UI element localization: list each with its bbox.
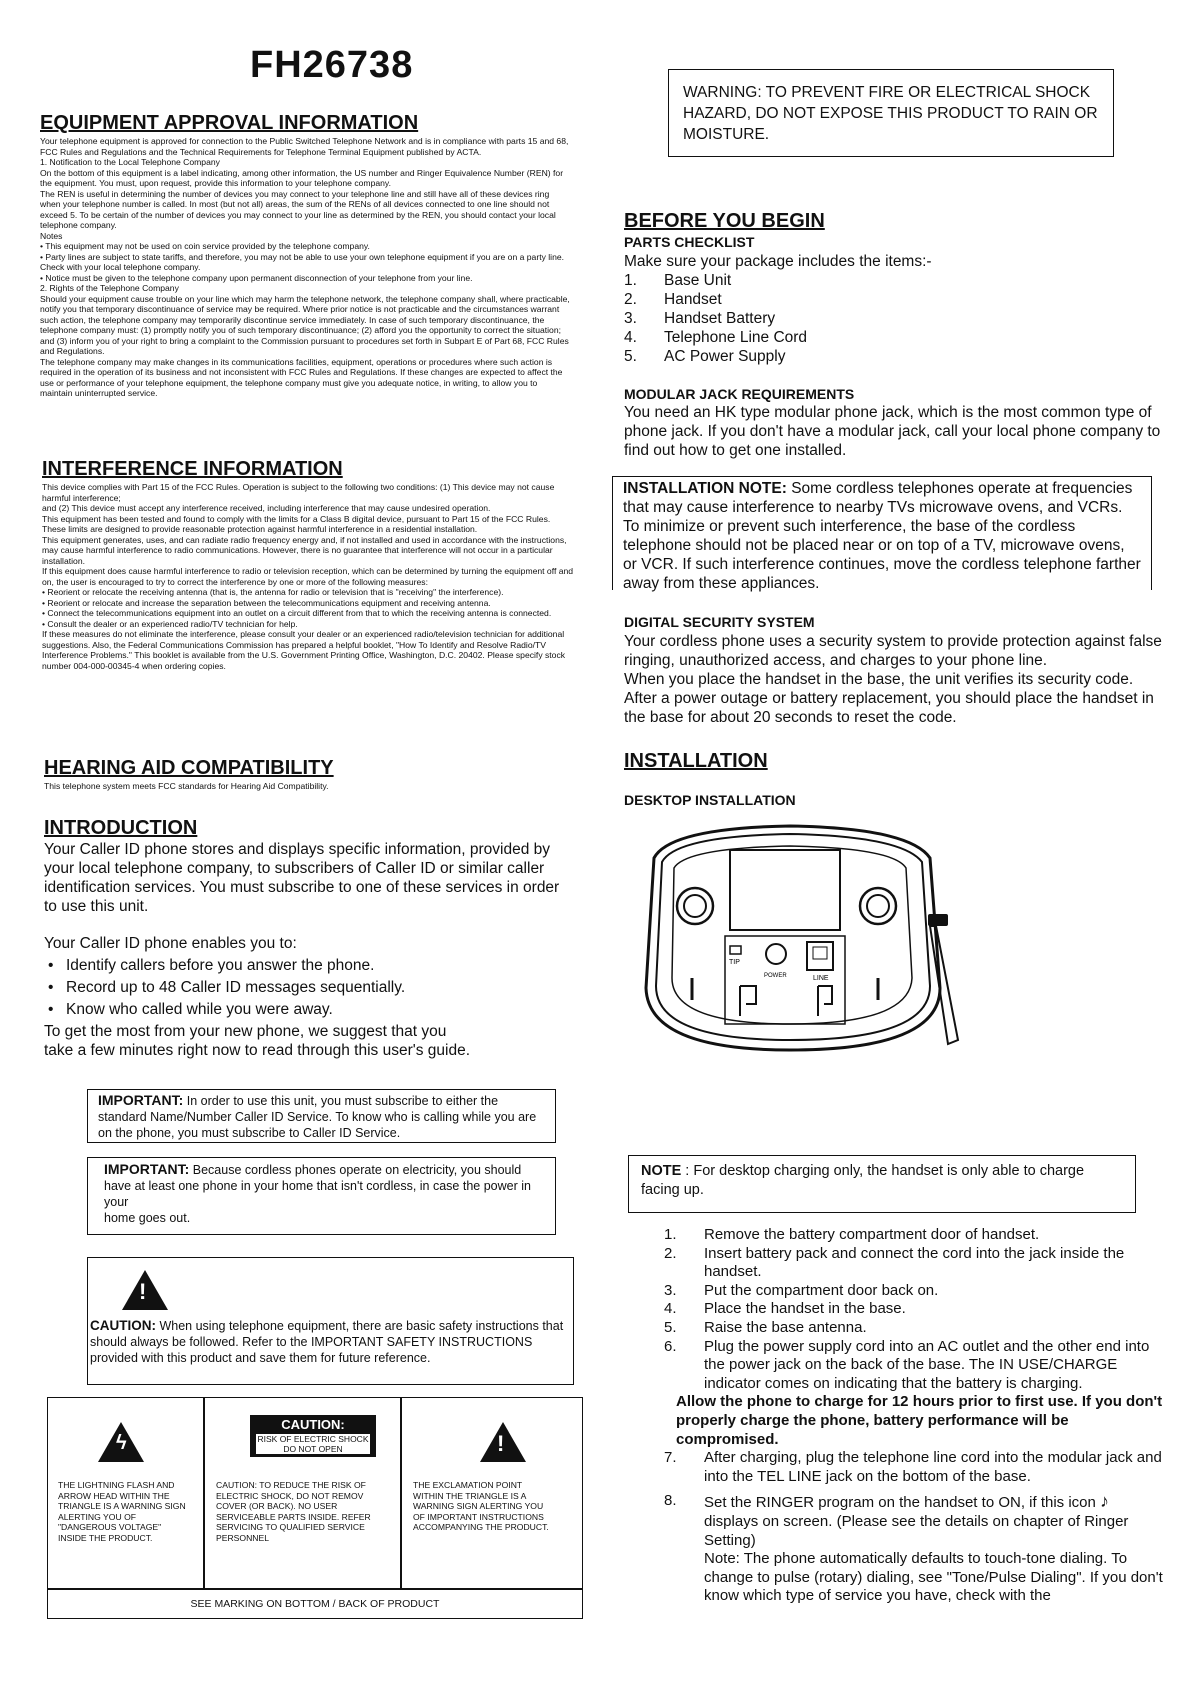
list-item bbox=[624, 290, 1144, 309]
item-number: 4. bbox=[624, 329, 637, 346]
parts-intro: Make sure your package includes the items:- bbox=[624, 253, 932, 270]
list-item bbox=[624, 328, 1144, 347]
desktop-installation-title: DESKTOP INSTALLATION bbox=[624, 792, 796, 808]
item-text: Handset bbox=[664, 291, 722, 308]
paragraph: This equipment has been tested and found to comply with the limits for a Class B digital device, pursuant to Part 15 of the FCC Rules. These limits are designed to provide reasonable protection against harmful interference in a residential installation. bbox=[42, 513, 551, 534]
introduction-body bbox=[44, 840, 574, 1060]
step-number: 5. bbox=[664, 1318, 677, 1336]
paragraph: • Party lines are subject to state tariffs, and therefore, you may not be able to use your own telephone equipment if you are on a party line. Check with your local telephone company. bbox=[40, 251, 565, 272]
paragraph: 2. Rights of the Telephone Company bbox=[40, 283, 179, 293]
hearing-title: HEARING AID COMPATIBILITY bbox=[44, 757, 334, 779]
step-text: displays on screen. (Please see the details on chapter of Ringer Setting) bbox=[704, 1512, 1129, 1549]
paragraph: On the bottom of this equipment is a label indicating, among other information, the US number and Ringer Equivalence Number (REN) for the equipment. You must, upon request, provide this information to your telephone company. bbox=[40, 167, 564, 188]
caution-label: CAUTION: bbox=[90, 1318, 156, 1333]
important-box-1 bbox=[87, 1089, 556, 1143]
list-item bbox=[624, 271, 1144, 290]
security-paragraph: When you place the handset in the base, the unit verifies its security code. After a power outage or battery replacement, you should place the handset in the base for about 20 seconds to reset the code. bbox=[624, 671, 1154, 726]
item-text: Base Unit bbox=[664, 272, 732, 289]
exclamation-description: THE EXCLAMATION POINT WITHIN THE TRIANGLE IS A WARNING SIGN ALERTING YOU OF IMPORTANT INSTRUCTIONS ACCOMPANYING THE PRODUCT. bbox=[413, 1480, 549, 1532]
caution-badge bbox=[250, 1415, 376, 1457]
important-text: Because cordless phones operate on electricity, you should have at least one phone in your home that isn't cordless, in case the power in your bbox=[104, 1163, 531, 1209]
security-paragraph: Your cordless phone uses a security system to provide protection against false ringing, unauthorized access, and charges to your phone line. bbox=[624, 633, 1162, 669]
interference-text bbox=[42, 482, 574, 671]
paragraph: Should your equipment cause trouble on your line which may harm the telephone network, the telephone company shall, where practicable, notify you that temporary discontinuance of service may be required. Where prior notice is not practicable and the circumstances warrant such action, the telephone company may temporarily discontinue service immediately. In case of such temporary discontinuance, the telephone company must: (1) promptly notify you of such temporary discontinuance; (2) afford you the opportunity to correct the situation; and (3) inform you of your right to bring a complaint to the Commission pursuant to procedures set forth in Subpart E of Part 68, FCC Rules and Regulations. bbox=[40, 293, 570, 356]
list-item: • Record up to 48 Caller ID messages sequentially. bbox=[44, 978, 574, 997]
warning-triangle-icon: ! bbox=[122, 1270, 168, 1310]
badge-line: RISK OF ELECTRIC SHOCK bbox=[257, 1434, 369, 1444]
item-number: 3. bbox=[624, 310, 637, 327]
important-label: IMPORTANT: bbox=[98, 1092, 184, 1108]
step-text: After charging, plug the telephone line cord into the modular jack and into the TEL LINE jack on the bottom of the base. bbox=[704, 1449, 1162, 1485]
important-text: home goes out. bbox=[104, 1211, 191, 1225]
step-text: Plug the power supply cord into an AC outlet and the other end into the power jack on the back of the base. The IN USE/CHARGE indicator comes on indicating that the battery is charging. bbox=[704, 1337, 1150, 1392]
tip-label: TIP bbox=[729, 959, 740, 966]
item-text: Telephone Line Cord bbox=[664, 329, 808, 346]
list-item bbox=[664, 1492, 1164, 1550]
hearing-text: This telephone system meets FCC standards for Hearing Aid Compatibility. bbox=[44, 781, 329, 791]
paragraph: The telephone company may make changes in its communications facilities, equipment, operations or procedures where such action is required in the operation of its business and not inconsistent with FCC Rules and Regulations. If these changes are expected to affect the use or performance of your telephone equipment, the telephone company must give you adequate notice, in writing, to allow you to maintain uninterrupted service. bbox=[40, 356, 563, 398]
charge-warning: Allow the phone to charge for 12 hours prior to first use. If you don't properly charge the phone, battery performance will be compromised. bbox=[676, 1393, 1163, 1448]
list-item bbox=[624, 309, 1144, 328]
modular-title: MODULAR JACK REQUIREMENTS bbox=[624, 386, 855, 402]
caution-badge-sub bbox=[256, 1434, 370, 1454]
step-text: Place the handset in the base. bbox=[704, 1300, 906, 1318]
list-item bbox=[664, 1319, 1164, 1338]
paragraph: If these measures do not eliminate the interference, please consult your dealer or an experienced radio/television technician for additional suggestions. Also, the Federal Communications Commission has prepared a helpful booklet, "How To Identify and Resolve Radio/TV Interference Problems." This booklet is available from the U.S. Government Printing Office, Washington, D.C. 20402. Please specify stock number 004-000-00345-4 when ordering copies. bbox=[42, 629, 566, 671]
intro-bullets bbox=[44, 956, 574, 1019]
line-label: LINE bbox=[813, 975, 829, 982]
model-number: FH26738 bbox=[250, 44, 414, 86]
caution-note-box bbox=[87, 1257, 574, 1385]
paragraph: This device complies with Part 15 of the FCC Rules. Operation is subject to the following two conditions: (1) This device may not cause harmful interference; bbox=[42, 482, 555, 503]
step-number: 6. bbox=[664, 1337, 677, 1355]
installation-steps bbox=[664, 1226, 1164, 1606]
paragraph: The REN is useful in determining the number of devices you may connect to your telephone line and still have all of these devices ring when your telephone number is called. In most (but not all) areas, the sum of the RENs of all devices connected to one line should not exceed 5. To be certain of the number of devices you may connect to your line as determined by the REN, you should contact your local telephone company. bbox=[40, 188, 556, 230]
list-item bbox=[664, 1226, 1164, 1245]
step-number: 2. bbox=[664, 1244, 677, 1262]
dialing-note: Note: The phone automatically defaults to touch-tone dialing. To change to pulse (rotary) dialing, see "Tone/Pulse Dialing". If you don't know which type of service you have, check with the bbox=[704, 1550, 1163, 1605]
step-text: Put the compartment door back on. bbox=[704, 1281, 939, 1299]
equipment-title: EQUIPMENT APPROVAL INFORMATION bbox=[40, 112, 419, 134]
note-text: : For desktop charging only, the handset is only able to charge facing up. bbox=[641, 1163, 1085, 1198]
before-title: BEFORE YOU BEGIN bbox=[624, 210, 825, 232]
base-unit-diagram bbox=[640, 818, 970, 1058]
introduction-title: INTRODUCTION bbox=[44, 817, 198, 839]
important-label: IMPORTANT: bbox=[104, 1161, 190, 1177]
intro-paragraph: Your Caller ID phone stores and displays specific information, provided by your local telephone company, to subscribers of Caller ID or similar caller identification services. You must subscribe to one of these services in order to use this unit. bbox=[44, 841, 560, 915]
caution-footer: SEE MARKING ON BOTTOM / BACK OF PRODUCT bbox=[190, 1598, 440, 1610]
equipment-text bbox=[40, 136, 572, 399]
item-text: Handset Battery bbox=[664, 310, 776, 327]
list-item: • Know who called while you were away. bbox=[44, 1000, 574, 1019]
list-item bbox=[664, 1449, 1164, 1486]
paragraph: • This equipment may not be used on coin service provided by the telephone company. bbox=[40, 241, 370, 251]
list-item: • Identify callers before you answer the phone. bbox=[44, 956, 574, 975]
interference-title: INTERFERENCE INFORMATION bbox=[42, 458, 343, 480]
power-label: POWER bbox=[764, 973, 787, 979]
paragraph: • Notice must be given to the telephone company upon permanent disconnection of your telephone from your line. bbox=[40, 272, 473, 283]
modular-text: You need an HK type modular phone jack, which is the most common type of phone jack. If you don't have a modular jack, call your local phone company to find out how to get one installed. bbox=[624, 404, 1161, 459]
list-item bbox=[664, 1338, 1164, 1394]
step-text: Raise the base antenna. bbox=[704, 1318, 867, 1336]
paragraph: This equipment generates, uses, and can radiate radio frequency energy and, if not installed and used in accordance with the instructions, may cause harmful interference to radio communications. However, there is no guarantee that interference will not occur in a particular installation. bbox=[42, 534, 567, 566]
warning-box: WARNING: TO PREVENT FIRE OR ELECTRICAL SHOCK HAZARD, DO NOT EXPOSE THIS PRODUCT TO RAIN OR MOISTURE. bbox=[668, 69, 1114, 157]
important-box-2 bbox=[87, 1157, 556, 1235]
lightning-triangle-icon: ϟ bbox=[98, 1422, 144, 1462]
exclamation-triangle-icon: ! bbox=[480, 1422, 526, 1462]
paragraph: If this equipment does cause harmful interference to radio or television reception, which can be determined by turning the equipment off and on, the user is encouraged to try to correct the interference by one or more of the following measures: bbox=[42, 566, 574, 587]
step-number: 1. bbox=[664, 1226, 677, 1243]
list-item bbox=[664, 1300, 1164, 1319]
note-label: NOTE bbox=[641, 1163, 682, 1179]
paragraph: • Connect the telecommunications equipment into an outlet on a circuit different from that to which the receiving antenna is connected. bbox=[42, 608, 552, 618]
security-title: DIGITAL SECURITY SYSTEM bbox=[624, 614, 815, 630]
paragraph: and (2) This device must accept any interference received, including interference that may cause undesired operation. bbox=[42, 503, 491, 513]
paragraph: 1. Notification to the Local Telephone Company bbox=[40, 157, 220, 167]
step-number: 3. bbox=[664, 1281, 677, 1299]
step-text: Set the RINGER program on the handset to ON, if this icon bbox=[704, 1494, 1096, 1512]
paragraph: Notes bbox=[40, 230, 63, 241]
security-text bbox=[624, 632, 1164, 727]
list-item bbox=[664, 1282, 1164, 1301]
paragraph: • Reorient or relocate and increase the separation between the telecommunications equipment and receiving antenna. bbox=[42, 597, 491, 608]
intro-lead: Your Caller ID phone enables you to: bbox=[44, 935, 297, 952]
caution-table bbox=[47, 1397, 583, 1619]
caution-description: CAUTION: TO REDUCE THE RISK OF ELECTRIC SHOCK, DO NOT REMOV COVER (OR BACK). NO USER SERVICEABLE PARTS INSIDE. REFER SERVICING TO QUALIFIED SERVICE PERSONNEL bbox=[216, 1480, 371, 1543]
important-text: In order to use this unit, you must subscribe to either the standard Name/Number Caller ID Service. To know who is calling while you are on the phone, you must subscribe to Caller ID Service. bbox=[98, 1094, 537, 1140]
list-item bbox=[664, 1245, 1164, 1282]
charging-note-box bbox=[628, 1155, 1136, 1213]
item-number: 2. bbox=[624, 291, 637, 308]
installation-title: INSTALLATION bbox=[624, 750, 768, 772]
caution-badge-title: CAUTION: bbox=[281, 1417, 345, 1432]
paragraph: • Reorient or relocate the receiving antenna (that is, the antenna for radio or television that is "receiving" the interference). bbox=[42, 587, 504, 597]
installation-note-box bbox=[612, 476, 1152, 590]
ringer-icon: ♪ bbox=[1100, 1491, 1110, 1512]
parts-title: PARTS CHECKLIST bbox=[624, 234, 755, 250]
parts-checklist bbox=[624, 252, 1144, 366]
item-number: 1. bbox=[624, 272, 637, 289]
installation-note-label: INSTALLATION NOTE: bbox=[623, 480, 787, 497]
list-item bbox=[624, 347, 1144, 366]
step-text: Remove the battery compartment door of handset. bbox=[704, 1226, 1040, 1243]
lightning-description: THE LIGHTNING FLASH AND ARROW HEAD WITHIN THE TRIANGLE IS A WARNING SIGN ALERTING YOU OF "DANGEROUS VOLTAGE" INSIDE THE PRODUCT. bbox=[58, 1480, 186, 1543]
step-number: 8. bbox=[664, 1492, 677, 1510]
step-text: Insert battery pack and connect the cord into the jack inside the handset. bbox=[704, 1244, 1125, 1281]
caution-note-text bbox=[90, 1318, 570, 1366]
intro-closing: To get the most from your new phone, we suggest that you take a few minutes right now to read through this user's guide. bbox=[44, 1023, 471, 1059]
step-number: 7. bbox=[664, 1449, 677, 1467]
badge-line: DO NOT OPEN bbox=[283, 1444, 343, 1454]
step-number: 4. bbox=[664, 1300, 677, 1318]
caution-text: When using telephone equipment, there are basic safety instructions that should always be followed. Refer to the IMPORTANT SAFETY INSTRUCTIONS provided with this product and save them for future reference. bbox=[90, 1319, 564, 1365]
paragraph: Your telephone equipment is approved for connection to the Public Switched Telephone Network and is in compliance with parts 15 and 68, FCC Rules and Regulations and the Technical Requirements for Telephone Terminal Equipment published by ACTA. bbox=[40, 136, 569, 157]
item-text: AC Power Supply bbox=[664, 348, 786, 365]
paragraph: • Consult the dealer or an experienced radio/TV technician for help. bbox=[42, 618, 298, 629]
installation-note-text: Some cordless telephones operate at frequencies that may cause interference to nearby TVs microwave ovens, and VCRs. To minimize or prevent such interference, the base of the cordless telephone should not be placed near or on top of a TV, microwave ovens, or VCR. If such interference continues, move the cordless telephone farther away from these appliances. bbox=[623, 480, 1141, 592]
item-number: 5. bbox=[624, 348, 637, 365]
